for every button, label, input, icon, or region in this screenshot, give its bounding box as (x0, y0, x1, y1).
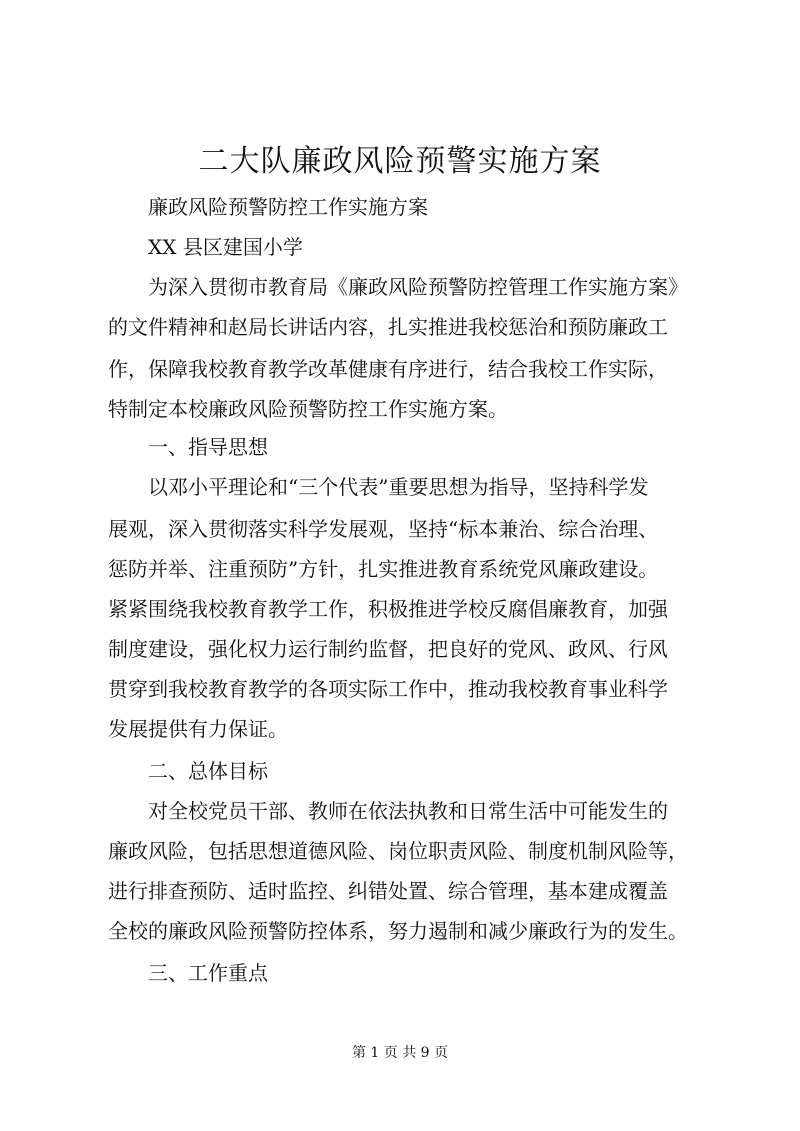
intro-line-2: 的文件精神和赵局长讲话内容，扎实推进我校惩治和预防廉政工 (108, 315, 668, 339)
section1-line-7: 发展提供有力保证。 (108, 717, 288, 741)
page-number-footer: 第 1 页 共 9 页 (351, 1045, 449, 1061)
section1-line-1: 以邓小平理论和“三个代表”重要思想为指导，坚持科学发 (148, 475, 649, 499)
section1-line-3: 惩防并举、注重预防”方针，扎实推进教育系统党风廉政建设。 (108, 557, 659, 581)
document-subtitle: 廉政风险预警防控工作实施方案 (148, 195, 428, 219)
section1-line-2: 展观，深入贯彻落实科学发展观，坚持“标本兼治、综合治理、 (108, 517, 659, 541)
school-name: XX 县区建国小学 (148, 235, 303, 259)
intro-line-4: 特制定本校廉政风险预警防控工作实施方案。 (108, 397, 508, 421)
section1-heading: 一、指导思想 (148, 435, 268, 459)
section2-line-4: 全校的廉政风险预警防控体系，努力遏制和减少廉政行为的发生。 (108, 919, 688, 943)
section2-heading: 二、总体目标 (148, 759, 268, 783)
document-title: 二大队廉政风险预警实施方案 (198, 144, 602, 179)
intro-line-3: 作，保障我校教育教学改革健康有序进行，结合我校工作实际， (108, 357, 668, 381)
section3-heading: 三、工作重点 (148, 961, 268, 985)
section2-line-3: 进行排查预防、适时监控、纠错处置、综合管理，基本建成覆盖 (108, 879, 668, 903)
intro-line-1: 为深入贯彻市教育局《廉政风险预警防控管理工作实施方案》 (148, 275, 688, 299)
section2-line-1: 对全校党员干部、教师在依法执教和日常生活中可能发生的 (148, 799, 668, 823)
section2-line-2: 廉政风险，包括思想道德风险、岗位职责风险、制度机制风险等， (108, 839, 688, 863)
section1-line-5: 制度建设，强化权力运行制约监督，把良好的党风、政风、行风 (108, 637, 668, 661)
section1-line-4: 紧紧围绕我校教育教学工作，积极推进学校反腐倡廉教育，加强 (108, 597, 668, 621)
section1-line-6: 贯穿到我校教育教学的各项实际工作中，推动我校教育事业科学 (108, 677, 668, 701)
